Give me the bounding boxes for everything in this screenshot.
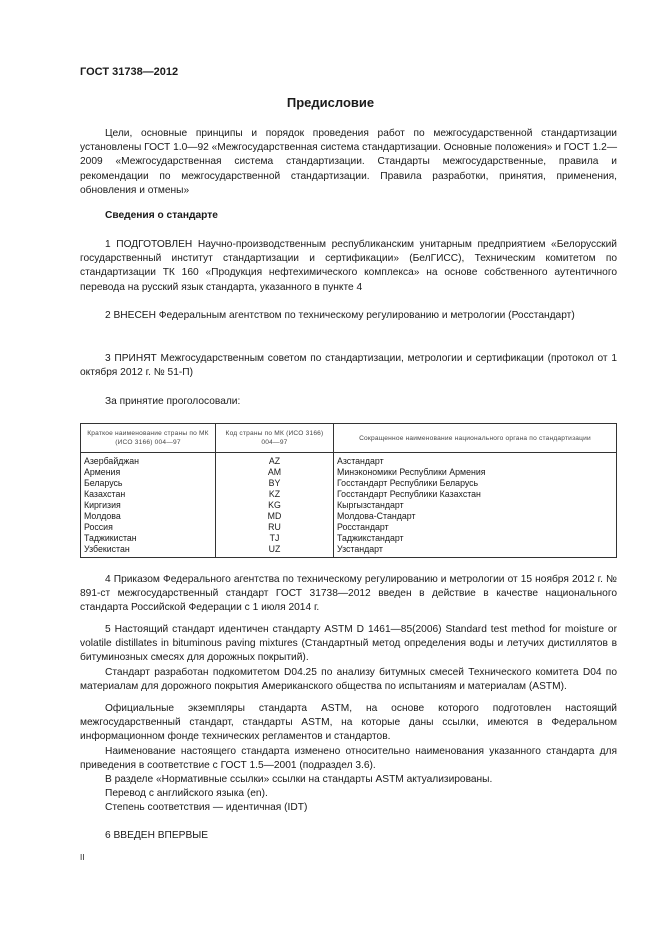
page-number: II xyxy=(80,853,85,862)
table-row xyxy=(81,533,617,544)
body-cell: Таджикстандарт xyxy=(334,533,617,544)
country-cell: Азербайджан xyxy=(81,453,216,468)
header-code: Код страны по МК (ИСО 3166) 004—97 xyxy=(216,424,334,453)
table-row xyxy=(81,478,617,489)
code-cell: MD xyxy=(216,511,334,522)
item-2-paragraph: 2 ВНЕСЕН Федеральным агентством по техническому регулированию и метрологии (Росстандарт) xyxy=(105,310,575,321)
country-cell: Узбекистан xyxy=(81,544,216,558)
country-cell: Беларусь xyxy=(81,478,216,489)
country-cell: Киргизия xyxy=(81,500,216,511)
body-cell: Госстандарт Республики Казахстан xyxy=(334,489,617,500)
table-row xyxy=(81,453,617,468)
item-3-paragraph: 3 ПРИНЯТ Межгосударственным советом по стандартизации, метрологии и сертификации (протокол от 1 октября 2012 г. № 51-П) xyxy=(80,353,617,379)
item-5-paragraph: 5 Настоящий стандарт идентичен стандарту ASTM D 1461—85(2006) Standard test method for moisture or volatile distillates in bituminous paving mixtures (Стандартный метод определения воды и летучих дистиллятов в битуминозных смесях для дорожных покрытий). xyxy=(80,624,617,664)
page-title: Предисловие xyxy=(286,95,375,110)
table-row xyxy=(81,467,617,478)
code-cell: AZ xyxy=(216,453,334,468)
body-cell: Азстандарт xyxy=(334,453,617,468)
item-5-title-change-paragraph: Наименование настоящего стандарта изменено относительно наименования указанного стандарта для приведения в соответствие с ГОСТ 1.5—2001 (подраздел 3.6). xyxy=(80,746,617,772)
item-5-conformity-paragraph: Степень соответствия — идентичная (IDT) xyxy=(105,802,308,813)
code-cell: KG xyxy=(216,500,334,511)
code-cell: UZ xyxy=(216,544,334,558)
item-4-paragraph: 4 Приказом Федерального агентства по техническому регулированию и метрологии от 15 ноября 2012 г. № 891-ст межгосударственный стандарт ГОСТ 31738—2012 введен в действие в качестве национального стандарта Российской Федерации с 1 июля 2014 г. xyxy=(80,574,617,614)
table-row xyxy=(81,500,617,511)
item-5-official-copies-paragraph: Официальные экземпляры стандарта ASTM, на основе которого подготовлен настоящий межгосударственный стандарт, стандарты ASTM, на которые даны ссылки, имеются в Федеральном информационном фонде технических регламентов и стандартов. xyxy=(80,703,617,743)
code-cell: BY xyxy=(216,478,334,489)
table-row xyxy=(81,489,617,500)
country-cell: Таджикистан xyxy=(81,533,216,544)
body-cell: Узстандарт xyxy=(334,544,617,558)
code-cell: RU xyxy=(216,522,334,533)
intro-paragraph: Цели, основные принципы и порядок проведения работ по межгосударственной стандартизации установлены ГОСТ 1.0—92 «Межгосударственная система стандартизации. Основные положения» и ГОСТ 1.2—2009 «Межгосударственная система стандартизации. Стандарты межгосударственные, правила и рекомендации по межгосударственной стандартизации. Правила разработки, принятия, применения, обновления и отмены» xyxy=(80,128,618,196)
country-cell: Казахстан xyxy=(81,489,216,500)
item-1-paragraph: 1 ПОДГОТОВЛЕН Научно-производственным республиканским унитарным предприятием «Белорусский государственный институт стандартизации и сертификации» (БелГИСС), Техническим комитетом по стандартизации ТК 160 «Продукция нефтехимического комплекса» на основе собственного аутентичного перевода на русский язык стандарта, указанного в пункте 4 xyxy=(80,239,617,293)
item-5-subcommittee-paragraph: Стандарт разработан подкомитетом D04.25 по анализу битумных смесей Технического комитета D04 по материалам для дорожного покрытия Американского общества по испытаниям и материалам (ASTM). xyxy=(80,667,617,693)
table-row xyxy=(81,511,617,522)
country-cell: Молдова xyxy=(81,511,216,522)
voting-table xyxy=(80,423,617,558)
body-cell: Кыргызстандарт xyxy=(334,500,617,511)
body-cell: Росстандарт xyxy=(334,522,617,533)
header-country: Краткое наименование страны по МК (ИСО 3166) 004—97 xyxy=(81,424,216,453)
body-cell: Минэкономики Республики Армения xyxy=(334,467,617,478)
code-cell: TJ xyxy=(216,533,334,544)
table-header-row xyxy=(81,424,617,453)
document-code: ГОСТ 31738—2012 xyxy=(80,66,179,78)
code-cell: AM xyxy=(216,467,334,478)
country-cell: Россия xyxy=(81,522,216,533)
body-cell: Госстандарт Республики Беларусь xyxy=(334,478,617,489)
body-cell: Молдова-Стандарт xyxy=(334,511,617,522)
item-5-references-paragraph: В разделе «Нормативные ссылки» ссылки на стандарты ASTM актуализированы. xyxy=(105,774,493,785)
table-row xyxy=(81,522,617,533)
section-heading: Сведения о стандарте xyxy=(105,210,218,221)
code-cell: KZ xyxy=(216,489,334,500)
country-cell: Армения xyxy=(81,467,216,478)
table-row xyxy=(81,544,617,558)
header-body: Сокращенное наименование национального органа по стандартизации xyxy=(334,424,617,453)
item-5-translation-paragraph: Перевод с английского языка (en). xyxy=(105,788,268,799)
item-6-paragraph: 6 ВВЕДЕН ВПЕРВЫЕ xyxy=(105,830,209,841)
voted-label: За принятие проголосовали: xyxy=(105,396,241,407)
